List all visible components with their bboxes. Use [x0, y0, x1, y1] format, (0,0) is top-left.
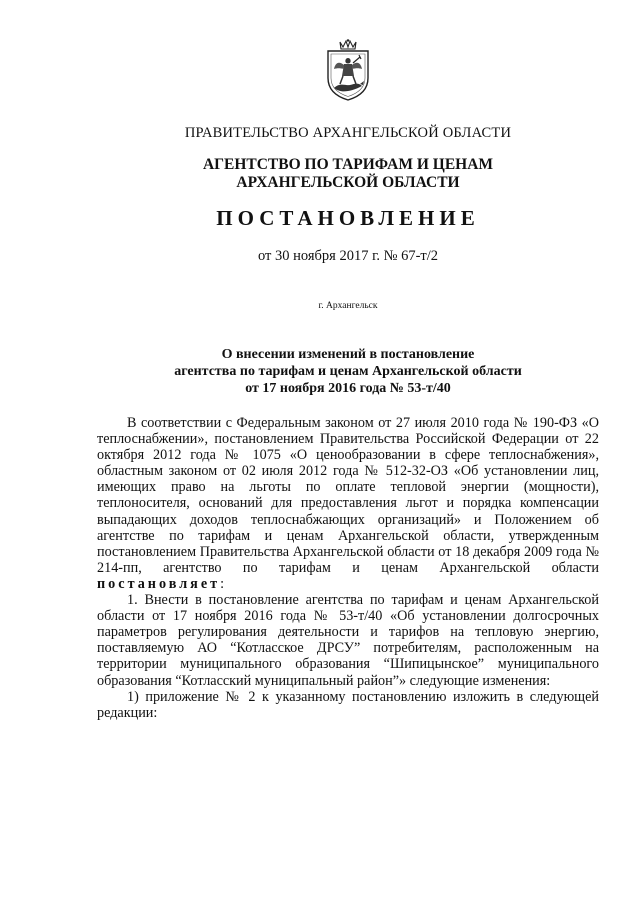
- subject-line3: от 17 ноября 2016 года № 53-т/40: [245, 381, 451, 396]
- date-and-number: от 30 ноября 2017 г. № 67-т/2: [257, 248, 439, 264]
- resolves-verb: постановляет: [97, 575, 221, 592]
- body-paragraph-preamble: [97, 415, 599, 592]
- subject-line2: агентства по тарифам и ценам Архангельской области: [174, 364, 522, 379]
- government-title: ПРАВИТЕЛЬСТВО АРХАНГЕЛЬСКОЙ ОБЛАСТИ: [184, 125, 512, 141]
- agency-title-line2: АРХАНГЕЛЬСКОЙ ОБЛАСТИ: [236, 174, 460, 191]
- agency-title: [0, 156, 640, 192]
- coat-of-arms-icon: [322, 38, 374, 102]
- document-subject: [0, 346, 640, 397]
- document-type-title: ПОСТАНОВЛЕНИЕ: [216, 206, 480, 230]
- document-body: [97, 415, 599, 721]
- city-label: г. Архангельск: [318, 301, 378, 311]
- subject-line1: О внесении изменений в постановление: [221, 347, 475, 362]
- preamble-end: :: [220, 575, 225, 592]
- body-paragraph-subitem-1: 1) приложение № 2 к указанному постановлению изложить в следующей редакции:: [97, 688, 599, 721]
- agency-title-line1: АГЕНТСТВО ПО ТАРИФАМ И ЦЕНАМ: [202, 156, 494, 173]
- body-paragraph-item-1: 1. Внести в постановление агентства по тарифам и ценам Архангельской области от 17 ноября 2016 года № 53-т/40 «Об установлении долгосрочных параметров регулирования деятельности и тарифов на тепловую энергию, поставляемую АО “Котласское ДРСУ” потребителям, расположенным на территории муниципального образования “Шипицынское” муниципального образования “Котласский муниципальный район”» следующие изменения:: [97, 592, 599, 689]
- preamble-text: В соответствии с Федеральным законом от 27 июля 2010 года № 190-ФЗ «О теплоснабжении», постановлением Правительства Российской Федерации от 22 октября 2012 года № 1075 «О ценообразовании в сфере теплоснабжения», областным законом от 02 июля 2012 года № 512-32-ОЗ «Об установлении лиц, имеющих право на льготы по оплате тепловой энергии (мощности), теплоносителя, оснований для предоставления льгот и порядка компенсации выпадающих доходов теплоснабжающих организаций» и Положением об агентстве по тарифам и ценам Архангельской области, утвержденным постановлением Правительства Архангельской области от 18 декабря 2009 года № 214-пп, агентство по тарифам и ценам Архангельской области: [97, 415, 599, 576]
